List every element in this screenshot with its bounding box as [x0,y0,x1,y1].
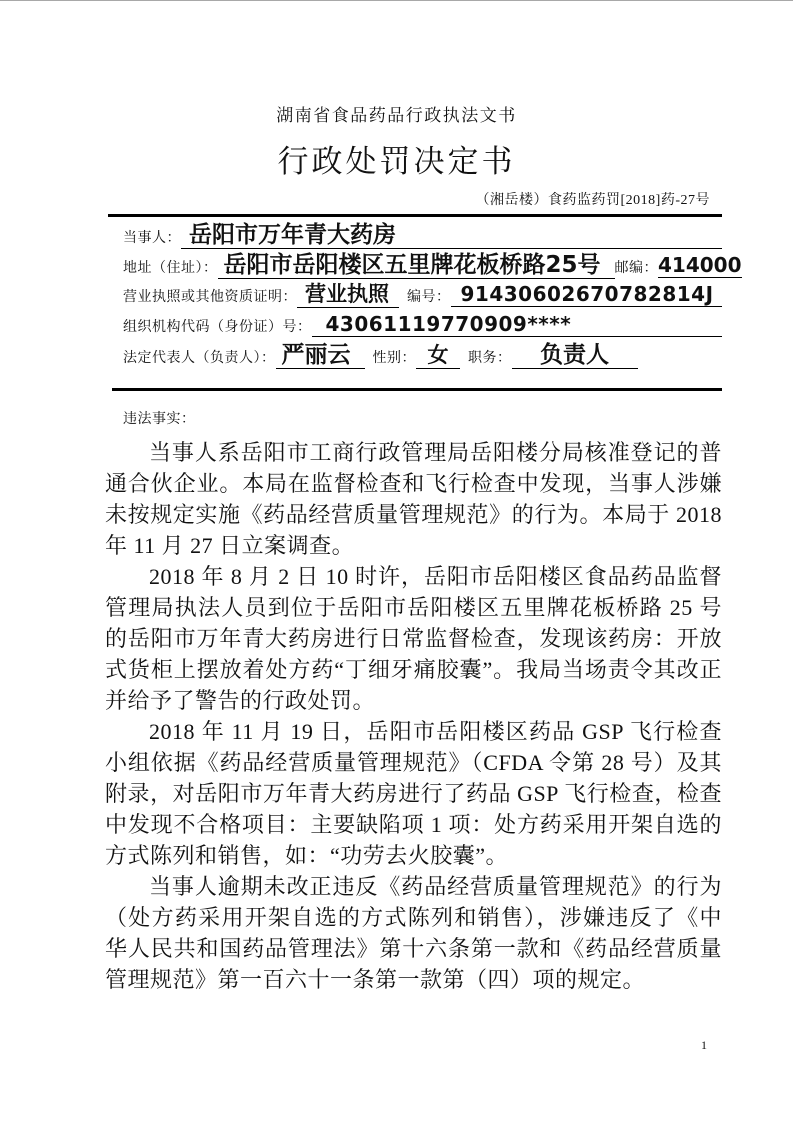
postcode-value: 414000 [658,253,742,277]
field-row-party [123,224,722,254]
address-label: 地址（住址）： [123,261,218,276]
party-info-fields [123,222,742,374]
legal-rep-label: 法定代表人（负责人）： [123,351,276,366]
facts-paragraph: 2018 年 11 月 19 日，岳阳市岳阳楼区药品 GSP 飞行检查小组依据《药品经营质量管理规范》（CFDA 令第 28 号）及其附录，对岳阳市万年青大药房进行了药品 GSP 飞行检查，检查中发现不合格项目：主要缺陷项 1 项：处方药采用开架自选的方式陈列和销售，如：“功劳去火胶囊”。 [105,719,722,868]
doc-type-label: 湖南省食品药品行政执法文书 [276,106,517,125]
org-code-value: 43061119770909**** [312,314,723,337]
facts-body [105,437,722,995]
license-number-value: 91430602670782814J [451,284,723,307]
field-row-legal-rep [123,344,722,374]
license-number-label: 编号： [407,290,451,305]
field-row-license [123,284,722,314]
facts-paragraph: 当事人系岳阳市工商行政管理局岳阳楼分局核准登记的普通合伙企业。本局在监督检查和飞行检查中发现，当事人涉嫌未按规定实施《药品经营质量管理规范》的行为。本局于 2018 年 11 月 27 日立案调查。 [105,440,722,558]
postcode-label: 邮编： [614,261,659,276]
field-row-address [123,252,742,284]
party-label: 当事人： [123,231,181,246]
gender-label: 性别： [372,351,416,366]
address-value: 岳阳市岳阳楼区五里牌花板桥路25号 [218,254,615,279]
facts-section-label: 违法事实： [123,412,196,427]
field-row-org-code [123,314,722,344]
position-label: 职务： [468,351,512,366]
position-value: 负责人 [512,344,638,369]
scan-edge-line [0,0,793,1]
org-code-label: 组织机构代码（身份证）号： [123,320,312,335]
mid-divider-rule [112,388,722,391]
page-number: 1 [701,1038,707,1052]
gender-value: 女 [416,345,460,369]
license-label: 营业执照或其他资质证明： [123,290,297,305]
legal-rep-value: 严丽云 [276,344,365,369]
license-value: 营业执照 [297,284,399,308]
top-divider-rule [108,214,722,217]
facts-paragraph: 当事人逾期未改正违反《药品经营质量管理规范》的行为（处方药采用开架自选的方式陈列和销售），涉嫌违反了《中华人民共和国药品管理法》第十六条第一款和《药品经营质量管理规范》第一百六十一条第一款第（四）项的规定。 [105,874,722,992]
doc-number: （湘岳楼）食药监药罚[2018]药-27号 [475,193,710,208]
doc-title: 行政处罚决定书 [277,144,516,179]
facts-paragraph: 2018 年 8 月 2 日 10 时许，岳阳市岳阳楼区食品药品监督管理局执法人员到位于岳阳市岳阳楼区五里牌花板桥路 25 号的岳阳市万年青大药房进行日常监督检查，发现该药房：开放式货柜上摆放着处方药“丁细牙痛胶囊”。我局当场责令其改正并给予了警告的行政处罚。 [105,564,722,713]
party-value: 岳阳市万年青大药房 [181,224,722,249]
